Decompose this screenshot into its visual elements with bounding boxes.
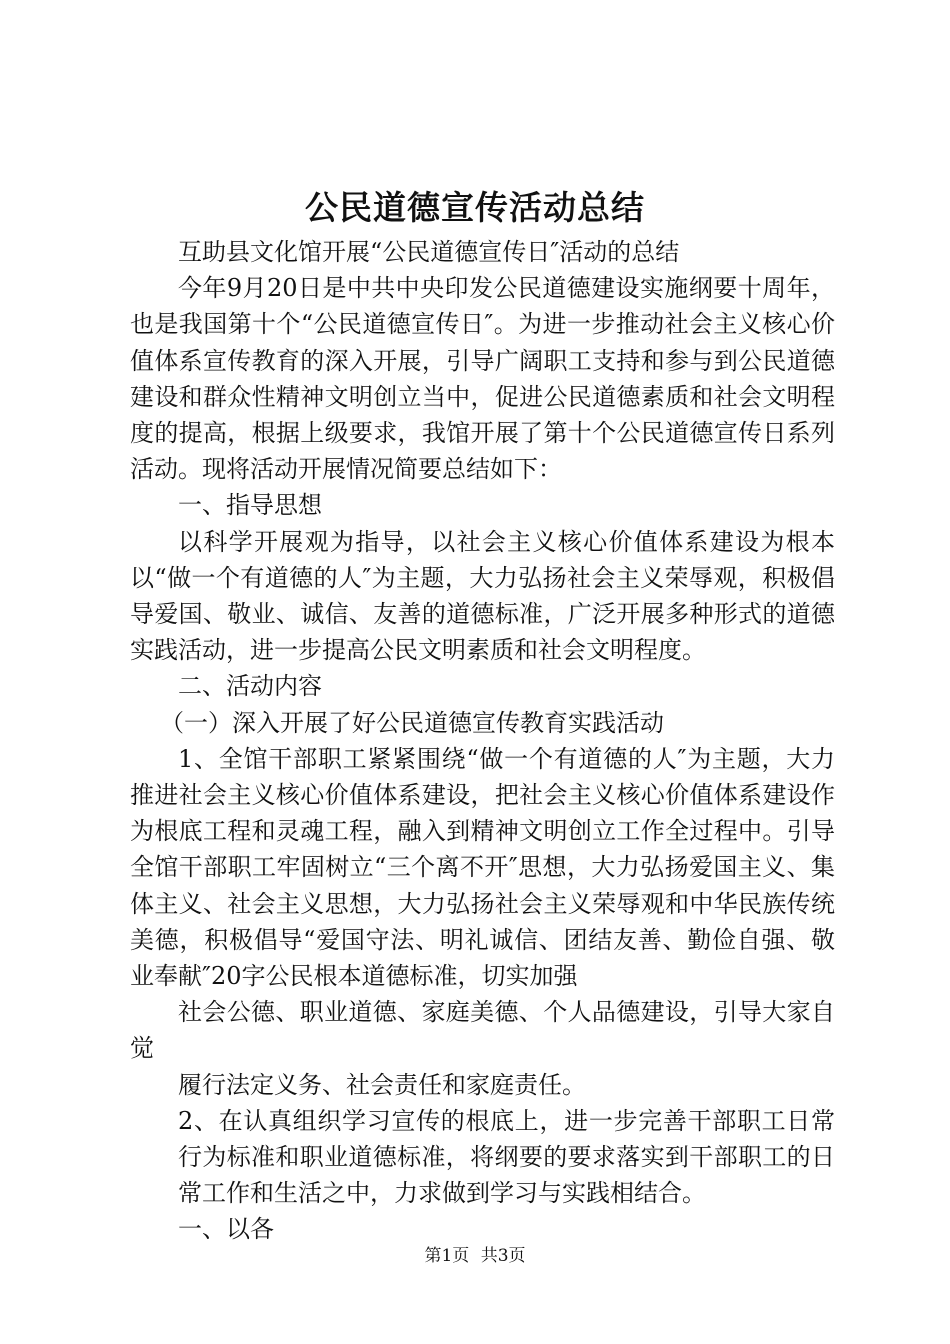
subtitle-paragraph: 互助县文化馆开展“公民道德宣传日″活动的总结 bbox=[178, 238, 680, 266]
item-1-continuation-b: 履行法定义务、社会责任和家庭责任。 bbox=[178, 1070, 586, 1099]
page-title: 公民道德宣传活动总结 bbox=[305, 188, 645, 227]
item-1-paragraph: 1、全馆干部职工紧紧围绕“做一个有道德的人″为主题，大力推进社会主义核心价值体系建设，把社会主义核心价值体系建设作为根底工程和灵魂工程，融入到精神文明创立工作全过程中。引导全馆干部职工牢固树立“三个离不开″思想，大力弘扬爱国主义、集体主义、社会主义思想，大力弘扬社会主义荣辱观和中华民族传统美德，积极倡导“爱国守法、明礼诚信、团结友善、勤俭自强、敬业奉献″20字公民根本道德标准，切实加强 bbox=[130, 744, 835, 991]
page-number: 第1页 bbox=[424, 1246, 470, 1266]
item-2-paragraph: 2、在认真组织学习宣传的根底上，进一步完善干部职工日常行为标准和职业道德标准，将纲要的要求落实到干部职工的日常工作和生活之中，力求做到学习与实践相结合。 bbox=[178, 1106, 835, 1208]
page-total: 共3页 bbox=[480, 1246, 526, 1266]
item-1-continuation-a: 社会公德、职业道德、家庭美德、个人品德建设，引导大家自觉 bbox=[130, 998, 835, 1063]
section-heading-guiding-ideology: 一、指导思想 bbox=[178, 491, 322, 520]
intro-paragraph: 今年9月20日是中共中央印发公民道德建设实施纲要十周年，也是我国第十个“公民道德宣传日″。为进一步推动社会主义核心价值体系宣传教育的深入开展，引导广阔职工支持和参与到公民道德建设和群众性精神文明创立当中，促进公民道德素质和社会文明程度的提高，根据上级要求，我馆开展了第十个公民道德宣传日系列活动。现将活动开展情况简要总结如下： bbox=[130, 274, 835, 484]
subsection-heading-1: （一）深入开展了好公民道德宣传教育实践活动 bbox=[160, 708, 664, 737]
document-body bbox=[130, 234, 835, 1248]
page-footer bbox=[0, 1244, 950, 1268]
truncated-heading: 一、以各 bbox=[178, 1215, 274, 1244]
guiding-ideology-paragraph: 以科学开展观为指导，以社会主义核心价值体系建设为根本以“做一个有道德的人″为主题，大力弘扬社会主义荣辱观，积极倡导爱国、敬业、诚信、友善的道德标准，广泛开展多种形式的道德实践活动，进一步提高公民文明素质和社会文明程度。 bbox=[130, 527, 835, 665]
section-heading-activity-content: 二、活动内容 bbox=[178, 672, 322, 701]
